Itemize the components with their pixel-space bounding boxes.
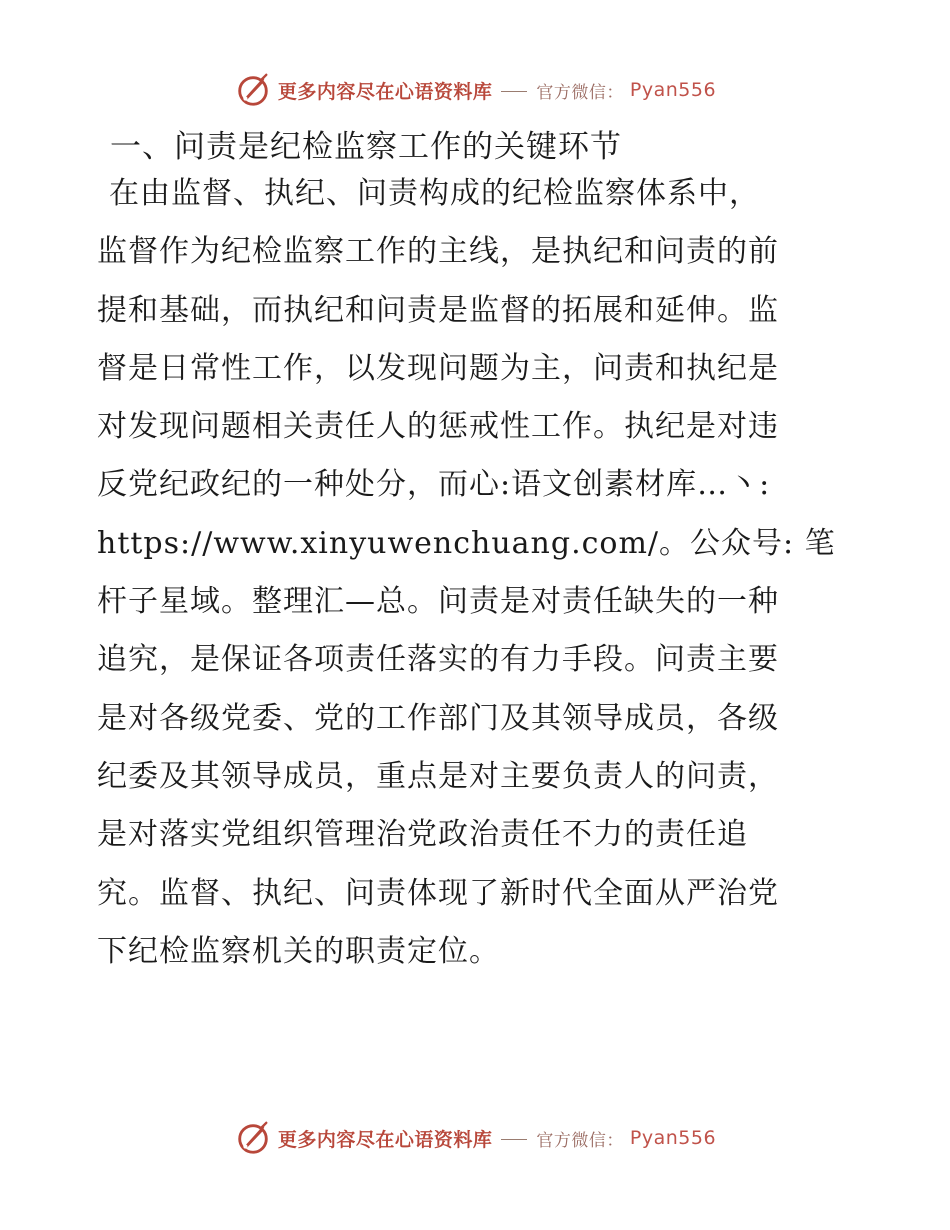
pen-quill-logo-icon: [234, 1119, 272, 1157]
section-heading: 一、问责是纪检监察工作的关键环节: [110, 129, 622, 165]
header-watermark: [0, 70, 950, 110]
paragraph-line: 下纪检监察机关的职责定位。: [97, 933, 500, 969]
watermark-wechat-id: Pyan556: [629, 1127, 717, 1149]
paragraph-line: 对发现问题相关责任人的惩戒性工作。执纪是对违: [97, 409, 779, 445]
paragraph-line: 监督作为纪检监察工作的主线，是执纪和问责的前: [97, 234, 779, 270]
watermark-wechat-label: 官方微信：: [536, 82, 624, 103]
paragraph-line: 反党纪政纪的一种处分，而心:语文创素材库…丶:: [97, 467, 771, 503]
watermark-wechat-label: 官方微信：: [536, 1130, 624, 1151]
paragraph-line: 在由监督、执纪、问责构成的纪检监察体系中，: [109, 176, 760, 211]
paragraph-line: 追究，是保证各项责任落实的有力手段。问责主要: [97, 642, 779, 678]
paragraph-line: 是对各级党委、党的工作部门及其领导成员，各级: [97, 700, 779, 736]
body-paragraph: [97, 165, 857, 981]
paragraph-line: 杆子星域。整理汇—总。问责是对责任缺失的一种: [97, 584, 779, 620]
paragraph-line: 究。监督、执纪、问责体现了新时代全面从严治党: [97, 875, 779, 911]
pen-quill-logo-icon: [234, 71, 272, 109]
paragraph-line: 督是日常性工作，以发现问题为主，问责和执纪是: [97, 350, 779, 386]
paragraph-line: 纪委及其领导成员，重点是对主要负责人的问责，: [97, 758, 779, 794]
footer-watermark: [0, 1118, 950, 1158]
watermark-dash: [501, 1139, 527, 1140]
paragraph-line: 是对落实党组织管理治党政治责任不力的责任追: [97, 817, 748, 853]
watermark-brand-text: 更多内容尽在心语资料库: [277, 1128, 493, 1151]
watermark-brand-text: 更多内容尽在心语资料库: [277, 80, 493, 103]
watermark-wechat-id: Pyan556: [629, 79, 717, 101]
paragraph-line: 提和基础，而执纪和问责是监督的拓展和延伸。监: [97, 292, 779, 328]
paragraph-line-with-link: https://www.xinyuwenchuang.com/。公众号: 笔: [97, 525, 836, 561]
watermark-dash: [501, 91, 527, 92]
